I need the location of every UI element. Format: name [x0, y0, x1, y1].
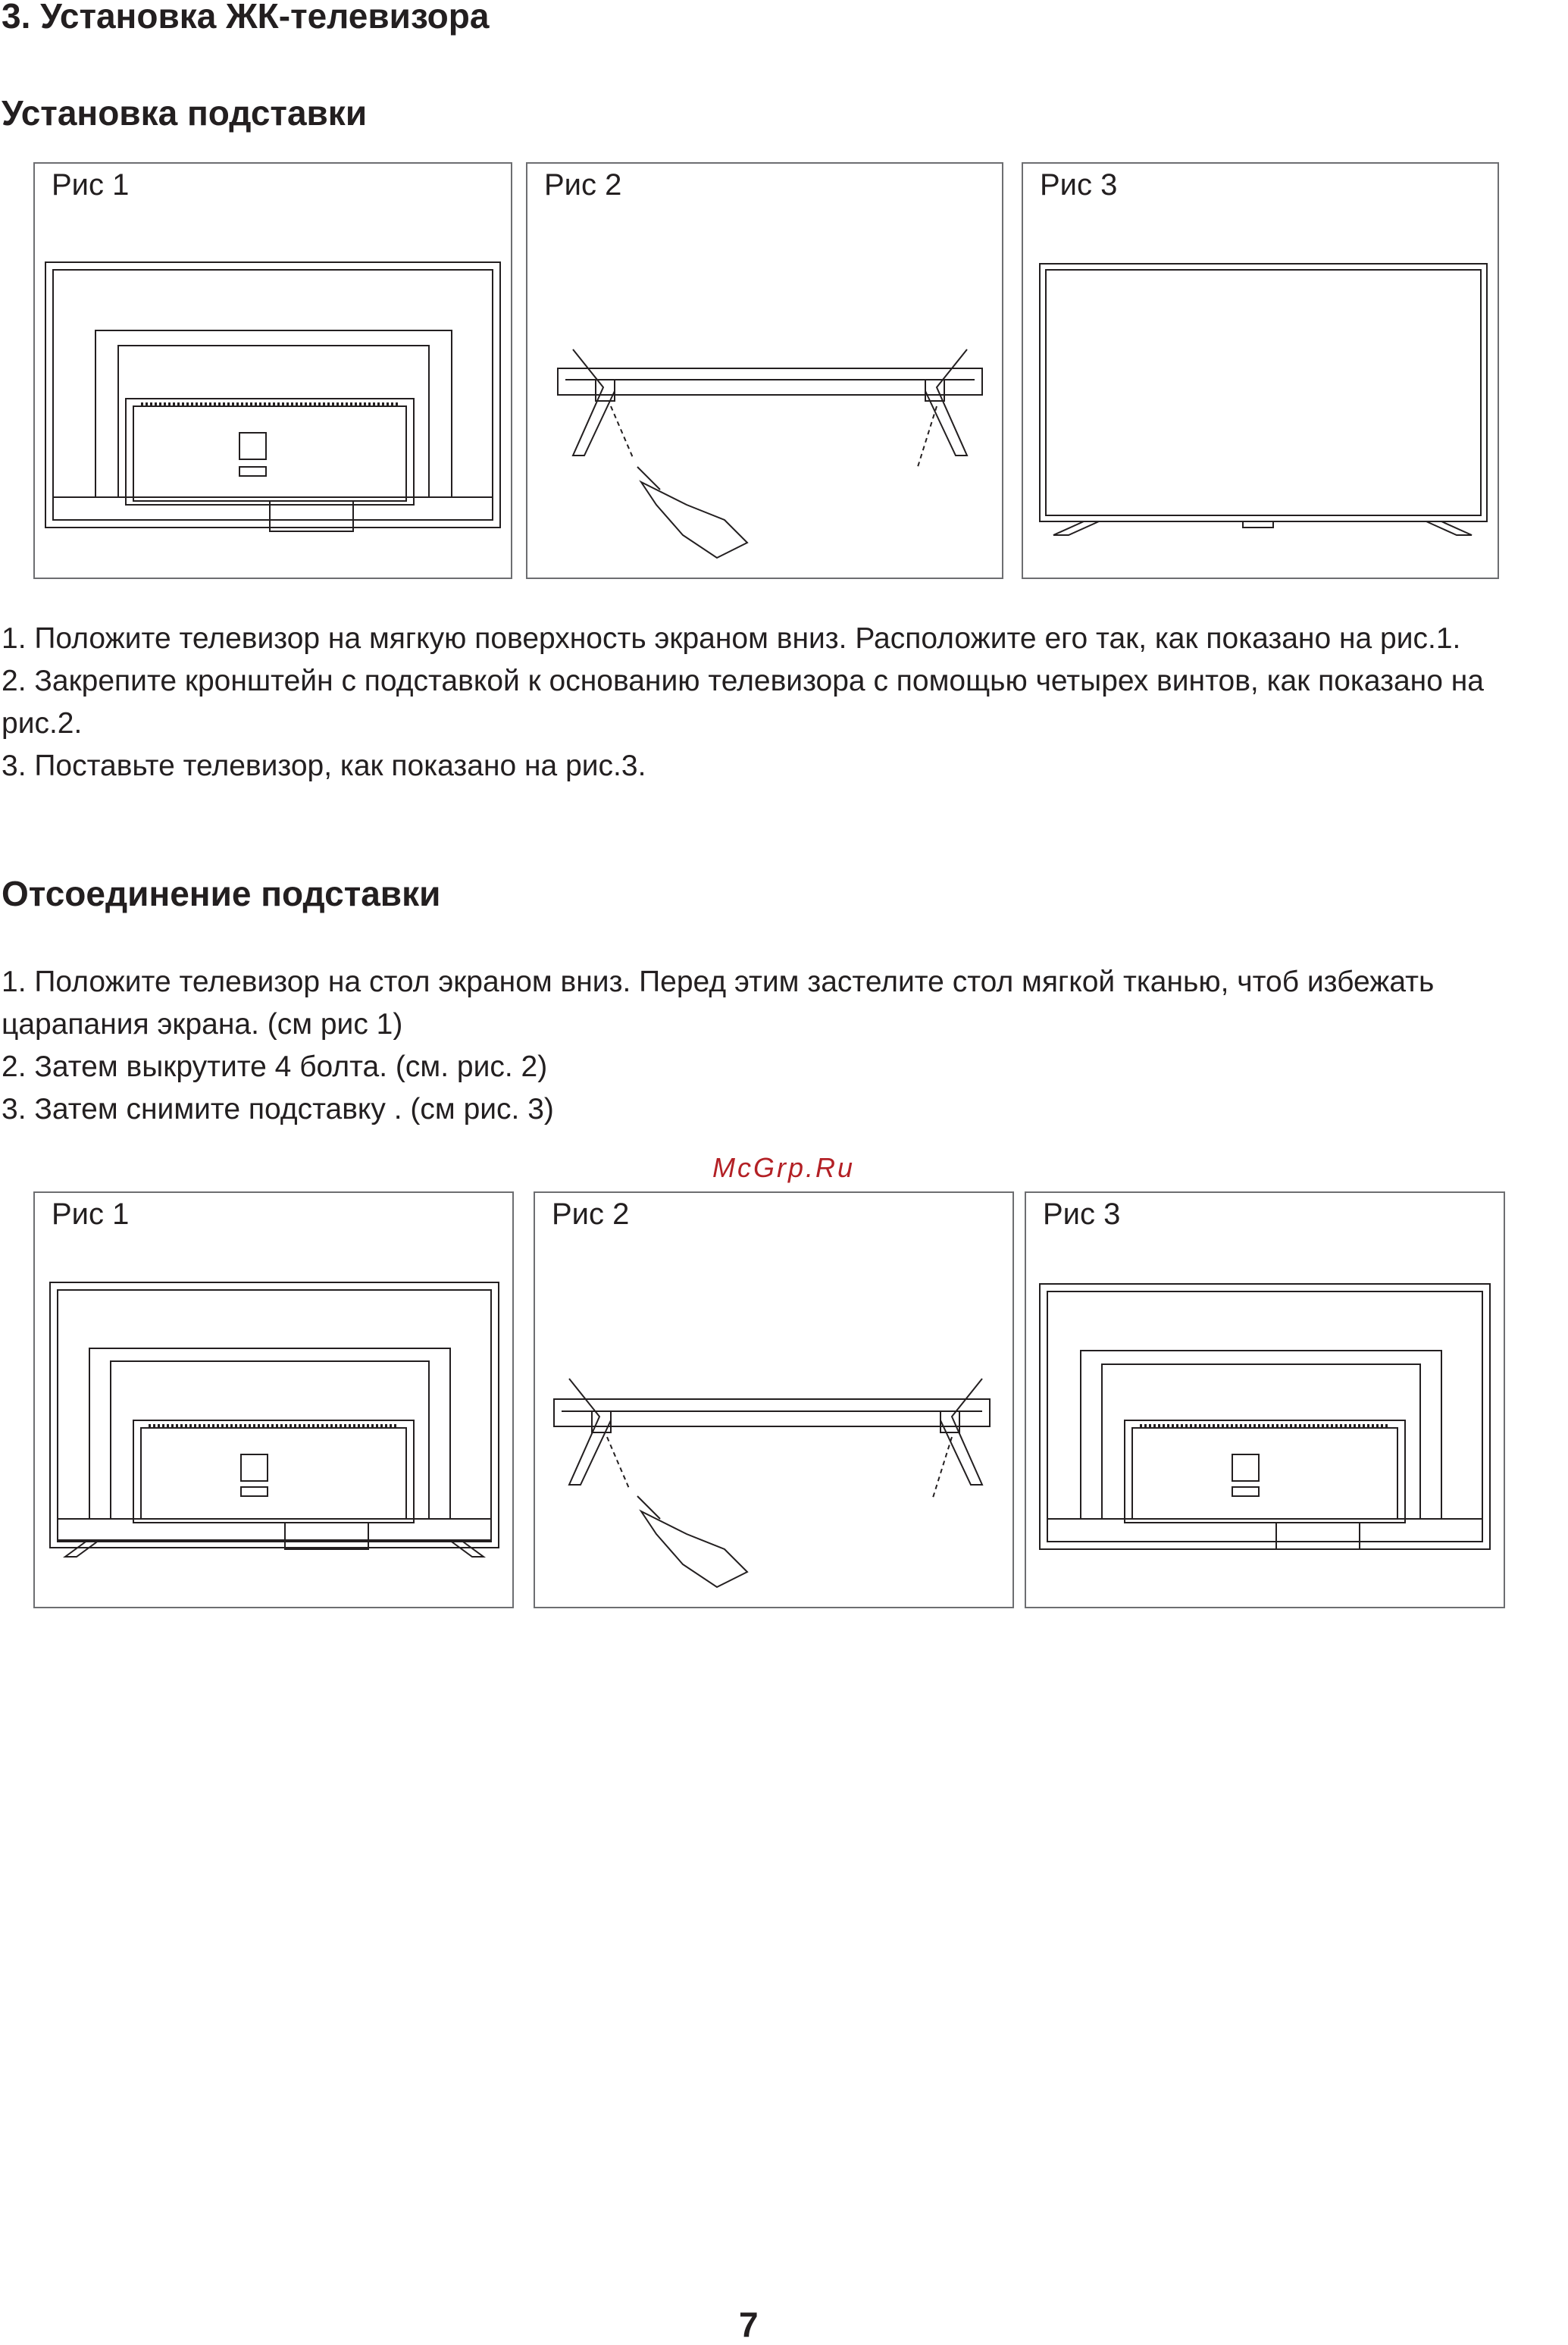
remove-figure-1	[33, 1191, 514, 1608]
watermark: McGrp.Ru	[712, 1152, 856, 1183]
install-steps	[2, 618, 1563, 787]
install-heading: Установка подставки	[2, 93, 368, 133]
figure-label: Рис 1	[52, 168, 130, 202]
figure-label: Рис 3	[1040, 168, 1118, 202]
remove-steps	[2, 961, 1563, 1131]
tv-front-standing-illustration	[1023, 164, 1501, 581]
figure-label: Рис 1	[52, 1198, 130, 1231]
tv-back-with-stand-illustration	[35, 1193, 515, 1610]
page-number: 7	[739, 2305, 759, 2344]
remove-figure-2	[534, 1191, 1014, 1608]
install-figure-2	[526, 162, 1003, 579]
tv-stand-attach-illustration	[527, 164, 1005, 581]
remove-heading: Отсоединение подставки	[2, 874, 441, 913]
figure-label: Рис 2	[544, 168, 622, 202]
install-figure-3	[1022, 162, 1499, 579]
tv-back-illustration	[35, 164, 514, 581]
figure-label: Рис 3	[1043, 1198, 1121, 1231]
tv-back-without-stand-illustration	[1026, 1193, 1507, 1610]
remove-step-1: 1. Положите телевизор на стол экраном вниз. Перед этим застелите стол мягкой тканью, чтоб избежать царапания экрана. (см рис 1)	[2, 966, 1435, 1041]
install-step-3: 3. Поставьте телевизор, как показано на рис.3.	[2, 750, 646, 782]
figure-label: Рис 2	[552, 1198, 630, 1231]
remove-step-3: 3. Затем снимите подставку . (см рис. 3)	[2, 1093, 554, 1126]
remove-step-2: 2. Затем выкрутите 4 болта. (см. рис. 2)	[2, 1050, 548, 1083]
remove-figure-3	[1025, 1191, 1505, 1608]
install-figure-1	[33, 162, 512, 579]
section-title: 3. Установка ЖК-телевизора	[2, 0, 490, 36]
install-step-2: 2. Закрепите кронштейн с подставкой к основанию телевизора с помощью четырех винтов, как показано на рис.2.	[2, 665, 1484, 740]
tv-stand-detach-illustration	[535, 1193, 1016, 1610]
install-step-1: 1. Положите телевизор на мягкую поверхность экраном вниз. Расположите его так, как показано на рис.1.	[2, 622, 1461, 655]
